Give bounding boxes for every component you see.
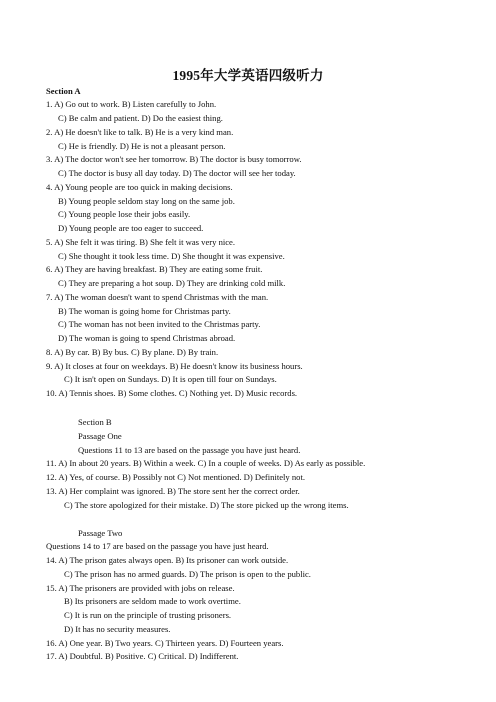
text-line: C) It isn't open on Sundays. D) It is open till four on Sundays.	[64, 374, 277, 384]
text-line: 6. A) They are having breakfast. B) They are eating some fruit.	[46, 264, 263, 274]
text-line: 17. A) Doubtful. B) Positive. C) Critical. D) Indifferent.	[46, 651, 239, 661]
text-line: 16. A) One year. B) Two years. C) Thirteen years. D) Fourteen years.	[46, 638, 284, 648]
text-line: C) The prison has no armed guards. D) The prison is open to the public.	[64, 569, 311, 579]
page-title: 1995年大学英语四级听力	[172, 68, 324, 83]
text-line: C) They are preparing a hot soup. D) They are drinking cold milk.	[58, 278, 286, 288]
text-line: C) She thought it took less time. D) She thought it was expensive.	[58, 251, 285, 261]
text-line: 9. A) It closes at four on weekdays. B) He doesn't know its business hours.	[46, 361, 303, 371]
text-line: D) It has no security measures.	[64, 624, 171, 634]
text-line: 7. A) The woman doesn't want to spend Christmas with the man.	[46, 292, 269, 302]
text-line: C) It is run on the principle of trusting prisoners.	[64, 610, 232, 620]
text-line: C) The store apologized for their mistake. D) The store picked up the wrong items.	[64, 500, 349, 510]
text-line: C) The woman has not been invited to the Christmas party.	[58, 319, 261, 329]
text-line: C) Be calm and patient. D) Do the easiest thing.	[58, 113, 223, 123]
text-line: B) The woman is going home for Christmas party.	[58, 306, 231, 316]
text-line: C) The doctor is busy all day today. D) The doctor will see her today.	[58, 168, 296, 178]
text-line: 11. A) In about 20 years. B) Within a week. C) In a couple of weeks. D) As early as possible.	[46, 458, 366, 468]
text-line: Passage Two	[78, 528, 123, 538]
text-line: 3. A) The doctor won't see her tomorrow. B) The doctor is busy tomorrow.	[46, 154, 302, 164]
text-line: 12. A) Yes, of course. B) Possibly not C) Not mentioned. D) Definitely not.	[46, 472, 305, 482]
text-line: D) Young people are too eager to succeed.	[58, 223, 204, 233]
text-line: Section B	[78, 417, 112, 427]
text-line: C) Young people lose their jobs easily.	[58, 209, 191, 219]
text-line: B) Young people seldom stay long on the same job.	[58, 196, 235, 206]
text-line: 5. A) She felt it was tiring. B) She felt it was very nice.	[46, 237, 236, 247]
text-line: 1. A) Go out to work. B) Listen carefully to John.	[46, 99, 217, 109]
text-line: Passage One	[78, 431, 122, 441]
text-line: 2. A) He doesn't like to talk. B) He is a very kind man.	[46, 127, 234, 137]
text-line: Questions 11 to 13 are based on the passage you have just heard.	[78, 445, 301, 455]
text-line: 10. A) Tennis shoes. B) Some clothes. C) Nothing yet. D) Music records.	[46, 388, 298, 398]
text-line: 14. A) The prison gates always open. B) Its prisoner can work outside.	[46, 555, 289, 565]
text-line: 13. A) Her complaint was ignored. B) The store sent her the correct order.	[46, 486, 300, 496]
text-line: C) He is friendly. D) He is not a pleasant person.	[58, 141, 226, 151]
text-line: 4. A) Young people are too quick in making decisions.	[46, 182, 233, 192]
text-line: D) The woman is going to spend Christmas abroad.	[58, 333, 236, 343]
text-line: Questions 14 to 17 are based on the passage you have just heard.	[46, 541, 269, 551]
text-line: B) Its prisoners are seldom made to work overtime.	[64, 596, 241, 606]
text-line: 8. A) By car. B) By bus. C) By plane. D) By train.	[46, 347, 219, 357]
text-line: Section A	[46, 86, 81, 96]
text-line: 15. A) The prisoners are provided with jobs on release.	[46, 583, 235, 593]
